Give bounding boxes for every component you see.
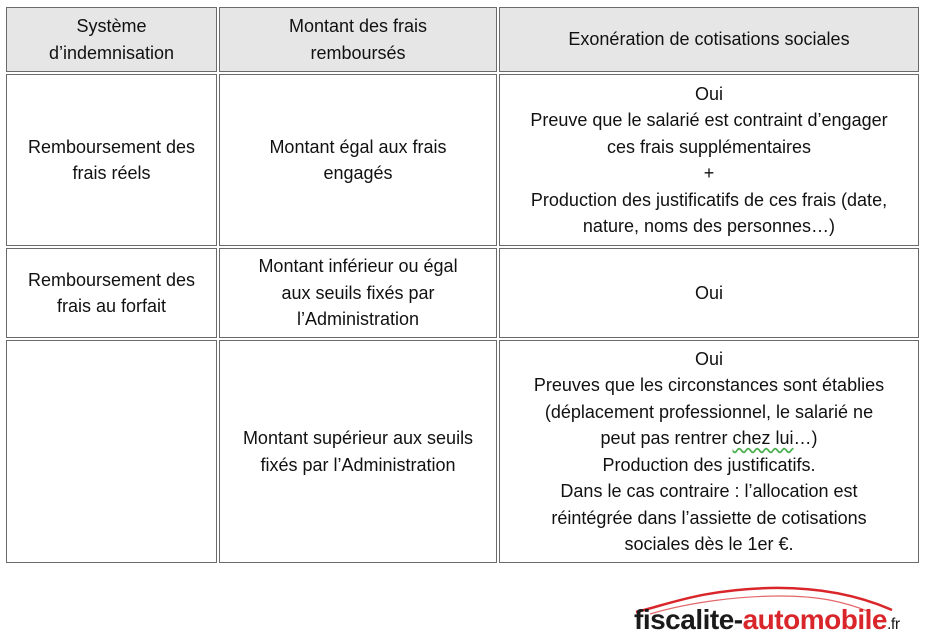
table-row — [6, 74, 919, 246]
fiscalite-automobile-logo — [630, 582, 926, 640]
table-header-row — [6, 7, 919, 72]
header-systeme: Système d’indemnisation — [6, 7, 217, 72]
cell-montant-reels: Montant égal aux frais engagés — [219, 74, 497, 246]
expenses-table-container — [4, 5, 921, 565]
table-row — [6, 340, 919, 563]
header-exoneration: Exonération de cotisations sociales — [499, 7, 919, 72]
cell-montant-superieur: Montant supérieur aux seuils fixés par l’Administration — [219, 340, 497, 563]
cell-systeme-reels: Remboursement des frais réels — [6, 74, 217, 246]
logo-text: fiscalite-automobile.fr — [634, 604, 900, 635]
cell-systeme-empty — [6, 340, 217, 563]
table-row — [6, 248, 919, 338]
cell-systeme-forfait: Remboursement des frais au forfait — [6, 248, 217, 338]
cell-exoneration-reels: Oui Preuve que le salarié est contraint d’engager ces frais supplémentaires + Production des justificatifs de ces frais (date, nature, noms des personnes…) — [499, 74, 919, 246]
cell-exoneration-superieur: Oui Preuves que les circonstances sont établies (déplacement professionnel, le salarié ne peut pas rentrer chez lui…) Production des justificatifs. Dans le cas contraire : l’allocation est réintégrée dans l’assiette de cotisations sociales dès le 1er €. — [499, 340, 919, 563]
expenses-table — [4, 5, 921, 565]
header-montant: Montant des frais remboursés — [219, 7, 497, 72]
spellcheck-underline: chez lui — [732, 428, 794, 448]
cell-exoneration-forfait: Oui — [499, 248, 919, 338]
cell-montant-forfait: Montant inférieur ou égal aux seuils fixés par l’Administration — [219, 248, 497, 338]
